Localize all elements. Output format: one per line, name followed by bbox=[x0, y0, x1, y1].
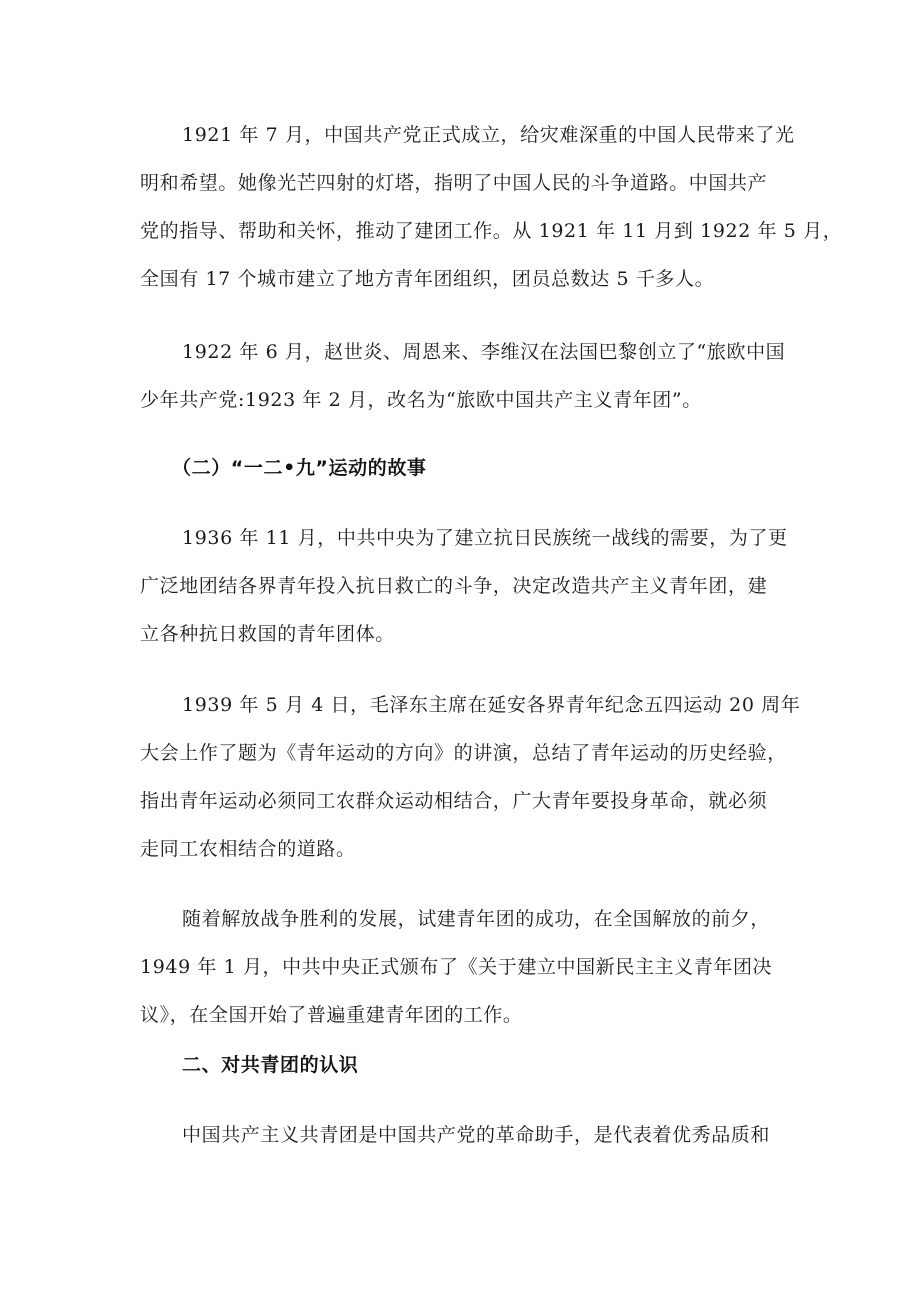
text-line: 1921 年 7 月，中国共产党正式成立，给灾难深重的中国人民带来了光 bbox=[182, 124, 795, 146]
paragraph-founding bbox=[140, 111, 843, 303]
text-line: 大会上作了题为《青年运动的方向》的讲演，总结了青年运动的历史经验， bbox=[140, 742, 787, 764]
paragraph-1949 bbox=[140, 895, 790, 1039]
text-line: 1949 年 1 月，中共中央正式颁布了《关于建立中国新民主主义青年团决 bbox=[140, 956, 773, 978]
text-line: 广泛地团结各界青年投入抗日救亡的斗争，决定改造共产主义青年团，建 bbox=[140, 575, 768, 597]
paragraph-europe-branch bbox=[140, 328, 790, 424]
text-line: 1936 年 11 月，中共中央为了建立抗日民族统一战线的需要，为了更 bbox=[182, 527, 788, 549]
text-line: 立各种抗日救国的青年团体。 bbox=[140, 623, 395, 645]
text-line: 走同工农相结合的道路。 bbox=[140, 838, 356, 860]
text-line: 少年共产党:1923 年 2 月，改名为“旅欧中国共产主义青年团”。 bbox=[140, 389, 702, 411]
paragraph-1939 bbox=[140, 681, 801, 873]
section-heading-understanding: 二、对共青团的认识 bbox=[182, 1054, 359, 1076]
text-line: 全国有 17 个城市建立了地方青年团组织，团员总数达 5 千多人。 bbox=[140, 268, 715, 290]
text-line: 中国共产主义共青团是中国共产党的革命助手，是代表着优秀品质和 bbox=[182, 1124, 771, 1146]
text-line: 明和希望。她像光芒四射的灯塔，指明了中国人民的斗争道路。中国共产 bbox=[140, 172, 768, 194]
text-line: 1939 年 5 月 4 日，毛泽东主席在延安各界青年纪念五四运动 20 周年 bbox=[182, 694, 801, 716]
section-heading-december-ninth: （二）“一二•九”运动的故事 bbox=[172, 457, 427, 479]
text-line: 随着解放战争胜利的发展，试建青年团的成功，在全国解放的前夕， bbox=[182, 908, 771, 930]
text-line: 党的指导、帮助和关怀，推动了建团工作。从 1921 年 11 月到 1922 年 5 月， bbox=[140, 220, 843, 242]
text-line: 指出青年运动必须同工农群众运动相结合，广大青年要投身革命，就必须 bbox=[140, 790, 768, 812]
paragraph-league-definition bbox=[140, 1111, 790, 1159]
paragraph-1936 bbox=[140, 514, 790, 658]
text-line: 1922 年 6 月，赵世炎、周恩来、李维汉在法国巴黎创立了“旅欧中国 bbox=[182, 341, 786, 363]
text-line: 议》，在全国开始了普遍重建青年团的工作。 bbox=[140, 1004, 523, 1026]
